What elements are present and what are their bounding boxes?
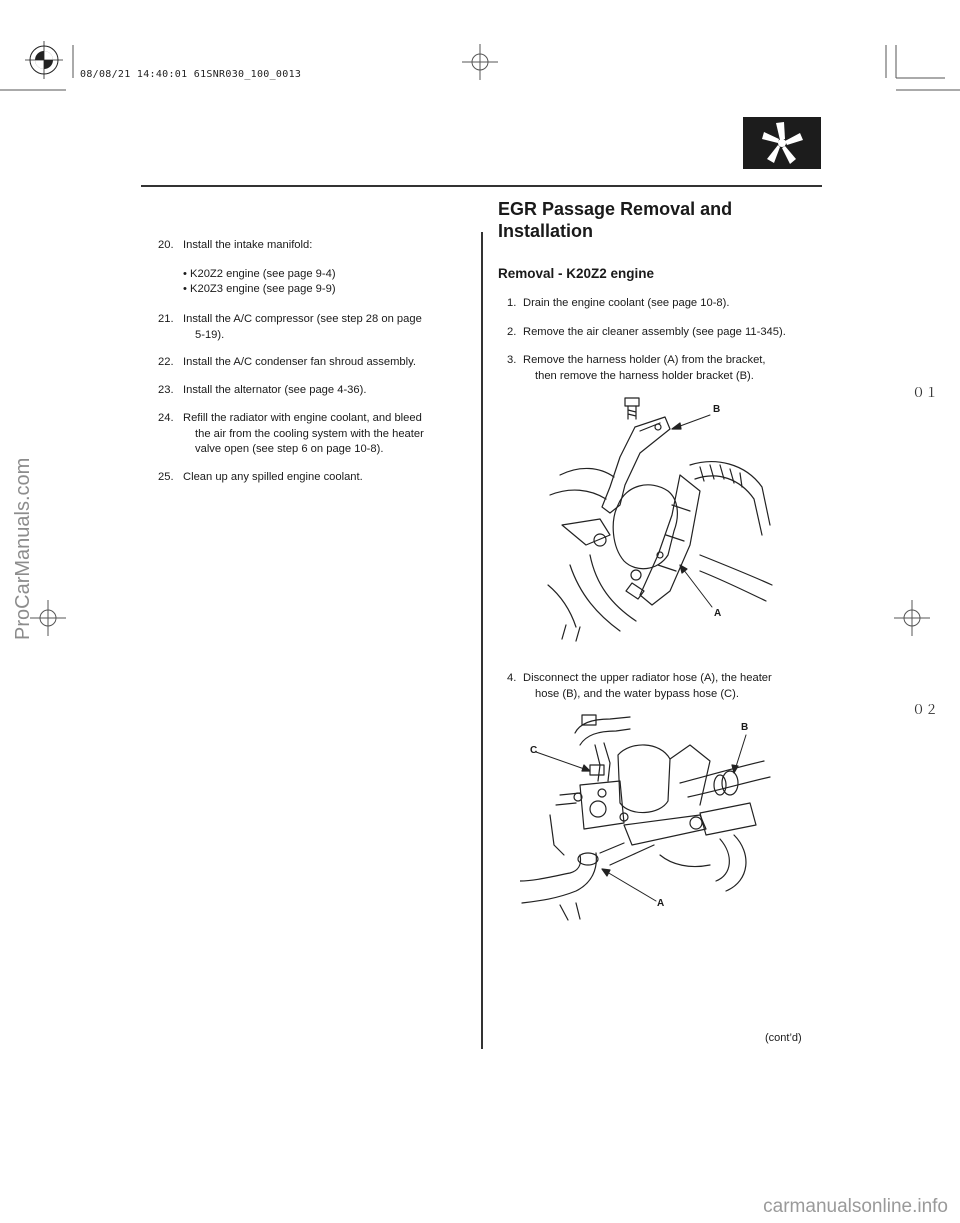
side-mark-02: ０２	[912, 703, 939, 718]
left-step-20: 20. Install the intake manifold:	[158, 239, 313, 251]
right-step-3: 3. Remove the harness holder (A) from the bracket, then remove the harness holder bracket (B).	[507, 354, 766, 382]
left-step-23: 23. Install the alternator (see page 4-36).	[158, 384, 367, 396]
fig1-label-a: A	[714, 608, 722, 619]
bolt-icon	[625, 398, 639, 419]
bullet-k20z2: • K20Z2 engine (see page 9-4)	[183, 268, 336, 280]
fig2-label-c: C	[530, 745, 538, 756]
right-step-2: 2. Remove the air cleaner assembly (see page 11-345).	[507, 326, 786, 338]
fig1-label-b: B	[713, 404, 721, 415]
right-step-4: 4. Disconnect the upper radiator hose (A), the heater hose (B), and the water bypass hose (C).	[507, 672, 772, 700]
crosshair-icon	[30, 600, 66, 636]
right-step-1: 1. Drain the engine coolant (see page 10-8).	[507, 297, 730, 309]
page-title: EGR Passage Removal and Installation	[498, 199, 733, 241]
crosshair-icon	[894, 600, 930, 636]
continued-note: (cont’d)	[765, 1032, 802, 1044]
cooling-fan-section-icon	[743, 117, 821, 169]
radiator-hoses-figure	[520, 705, 780, 935]
left-step-21: 21. Install the A/C compressor (see step 28 on page 5-19).	[158, 313, 422, 341]
left-step-24: 24. Refill the radiator with engine coolant, and bleed the air from the cooling system with the heater valve open (see step 6 on page 10-8).	[158, 412, 424, 455]
header-rule	[141, 185, 822, 187]
print-timestamp: 08/08/21 14:40:01 61SNR030_100_0013	[80, 69, 302, 80]
fig2-label-a: A	[657, 898, 665, 909]
left-step-25: 25. Clean up any spilled engine coolant.	[158, 471, 363, 483]
footer-watermark: carmanualsonline.info	[763, 1196, 948, 1217]
left-step-22: 22. Install the A/C condenser fan shroud assembly.	[158, 356, 416, 368]
registration-target-icon	[25, 41, 63, 79]
section-subtitle: Removal - K20Z2 engine	[498, 266, 655, 281]
watermark-procarmanuals: ProCarManuals.com	[12, 457, 34, 640]
bullet-k20z3: • K20Z3 engine (see page 9-9)	[183, 283, 336, 295]
column-divider	[481, 232, 483, 1049]
fig2-label-b: B	[741, 722, 749, 733]
side-mark-01: ０１	[912, 386, 939, 401]
harness-holder-figure	[540, 395, 780, 645]
crosshair-icon	[462, 44, 498, 80]
